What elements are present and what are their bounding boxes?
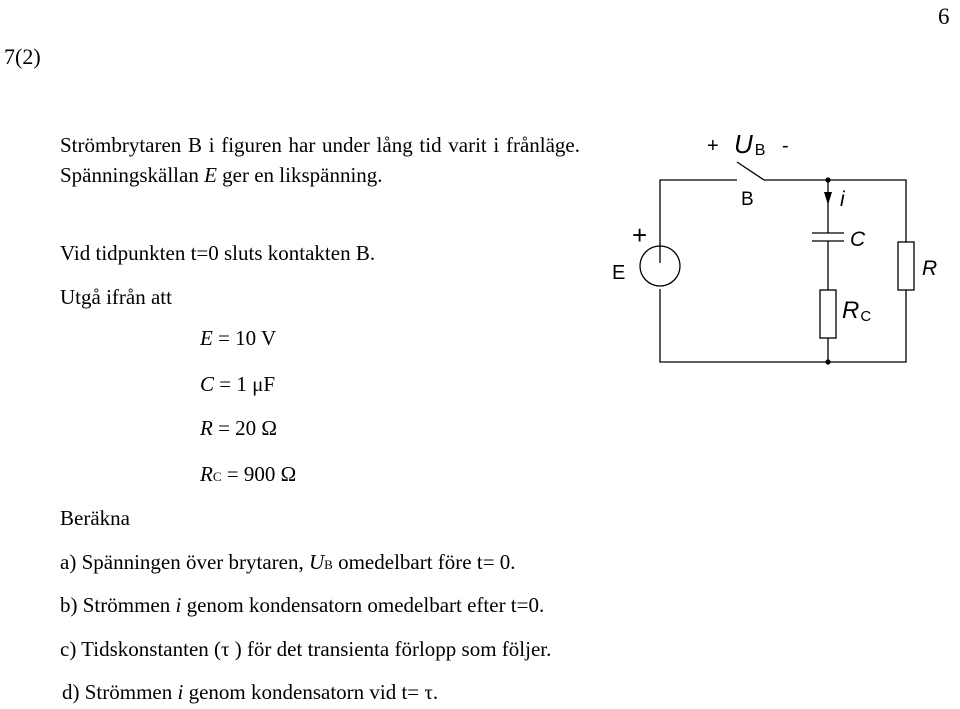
switch-blade — [737, 162, 764, 180]
question-c: c) Tidskonstanten (τ ) för det transienta förlopp som följer. — [60, 637, 552, 661]
param-rc-subscript: C — [212, 469, 222, 484]
param-r-symbol: R — [200, 416, 213, 440]
label-ub-sub: B — [754, 142, 766, 159]
label-ub-minus: - — [782, 135, 789, 157]
question-a-pre: a) Spänningen över brytaren, — [60, 550, 309, 574]
label-ub-var: U — [734, 129, 753, 159]
compute-label: Beräkna — [60, 506, 130, 530]
wire-top-left — [660, 180, 737, 263]
problem-number: 7(2) — [4, 44, 41, 69]
intro-text-1: Strömbrytaren B i figuren har under lång tid varit i frånläge. Spänningskällan — [60, 133, 580, 187]
question-d-pre: d) Strömmen — [62, 680, 178, 704]
question-b-pre: b) Strömmen — [60, 593, 176, 617]
assume-label: Utgå ifrån att — [60, 285, 172, 309]
current-arrow-icon — [824, 192, 832, 205]
label-rc-var: R — [842, 297, 860, 324]
junction-top — [825, 177, 830, 182]
label-current-i: i — [840, 188, 845, 211]
junction-bottom — [825, 359, 830, 364]
param-c-value: = 1 μF — [214, 372, 276, 396]
sentence-switch-closes: Vid tidpunkten t=0 sluts kontakten B. — [60, 241, 376, 265]
label-rc-sub: C — [860, 308, 872, 325]
question-d-var: i — [177, 680, 184, 704]
label-rc — [842, 297, 871, 325]
question-a-post: omedelbart före t= 0. — [332, 550, 516, 574]
wire-right-bottom — [660, 289, 906, 362]
label-ub — [734, 129, 765, 159]
question-b-post: genom kondensatorn omedelbart efter t=0. — [181, 593, 545, 617]
param-r-value: = 20 Ω — [212, 416, 278, 440]
question-a-sub: B — [324, 557, 333, 572]
param-e-symbol: E — [200, 326, 213, 350]
label-switch-b: B — [741, 189, 754, 210]
question-b-var: i — [175, 593, 182, 617]
question-a-var: U — [309, 550, 325, 574]
resistor-r — [898, 242, 914, 290]
param-rc-symbol: R — [200, 462, 213, 486]
label-ub-plus: + — [707, 135, 719, 157]
label-resistor-r: R — [922, 257, 938, 280]
resistor-rc — [820, 290, 836, 338]
question-d-post: genom kondensatorn vid t= τ. — [183, 680, 439, 704]
label-source-plus: + — [632, 220, 648, 250]
intro-text-2: ger en likspänning. — [216, 163, 383, 187]
param-c-symbol: C — [200, 372, 215, 396]
param-e-value: = 10 V — [212, 326, 277, 350]
page-number: 6 — [938, 4, 950, 29]
intro-var-e: E — [204, 163, 217, 187]
param-rc-value: = 900 Ω — [221, 462, 297, 486]
label-source-e: E — [612, 262, 626, 284]
label-capacitor-c: C — [850, 228, 866, 251]
